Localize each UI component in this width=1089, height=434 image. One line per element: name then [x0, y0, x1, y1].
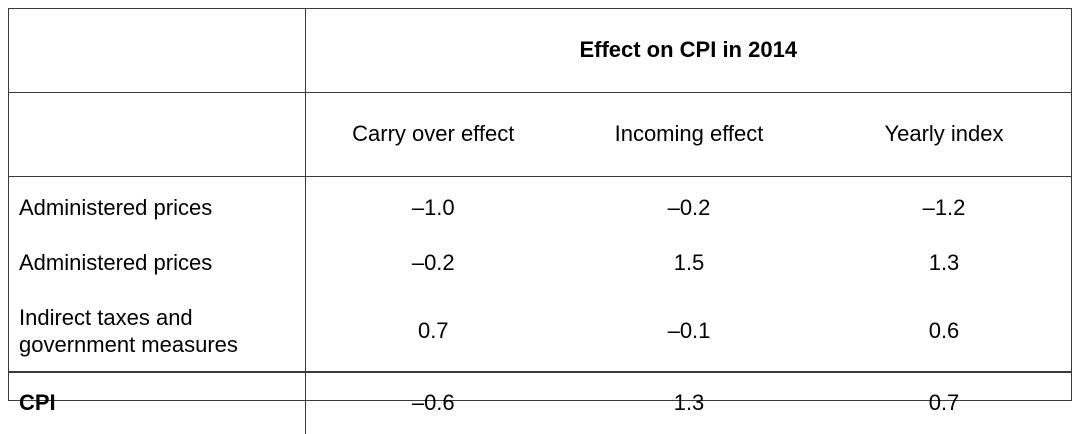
cell-yearly-index: 0.6 — [928, 318, 960, 344]
empty-header-cell — [9, 92, 305, 176]
cell-incoming: –0.1 — [667, 318, 711, 344]
row-label-line: government measures — [19, 331, 238, 357]
group-header-cell: Effect on CPI in 2014 — [305, 9, 1071, 92]
table-header-row-columns — [9, 92, 1071, 176]
cell-yearly-index: –1.2 — [922, 195, 966, 221]
total-cell-incoming: 1.3 — [561, 372, 817, 434]
row-label-line: Indirect taxes and — [19, 305, 193, 331]
cell-carry-over: –0.2 — [411, 249, 455, 275]
cpi-effects-table — [9, 9, 1071, 434]
empty-header-cell — [9, 9, 305, 92]
column-header-yearly-index: Yearly index — [817, 92, 1071, 176]
row-label: Administered prices — [9, 234, 305, 292]
cell-carry-over: –1.0 — [411, 195, 455, 221]
total-row-label: CPI — [9, 372, 305, 434]
cell-yearly-index: 1.3 — [928, 249, 960, 275]
table-row — [9, 176, 1071, 234]
table-row — [9, 234, 1071, 292]
table-row — [9, 292, 1071, 372]
column-header-incoming: Incoming effect — [561, 92, 817, 176]
table-total-row — [9, 372, 1071, 434]
cell-incoming: 1.5 — [673, 249, 705, 275]
table-header-row-group — [9, 9, 1071, 92]
cpi-effects-table-frame — [8, 8, 1072, 416]
cell-carry-over: 0.7 — [417, 318, 449, 344]
total-cell-carry-over: –0.6 — [305, 372, 561, 434]
column-header-carry-over: Carry over effect — [305, 92, 561, 176]
cell-incoming: –0.2 — [667, 195, 711, 221]
total-cell-yearly-index: 0.7 — [817, 372, 1071, 434]
row-label — [9, 292, 305, 372]
row-label: Administered prices — [9, 176, 305, 234]
